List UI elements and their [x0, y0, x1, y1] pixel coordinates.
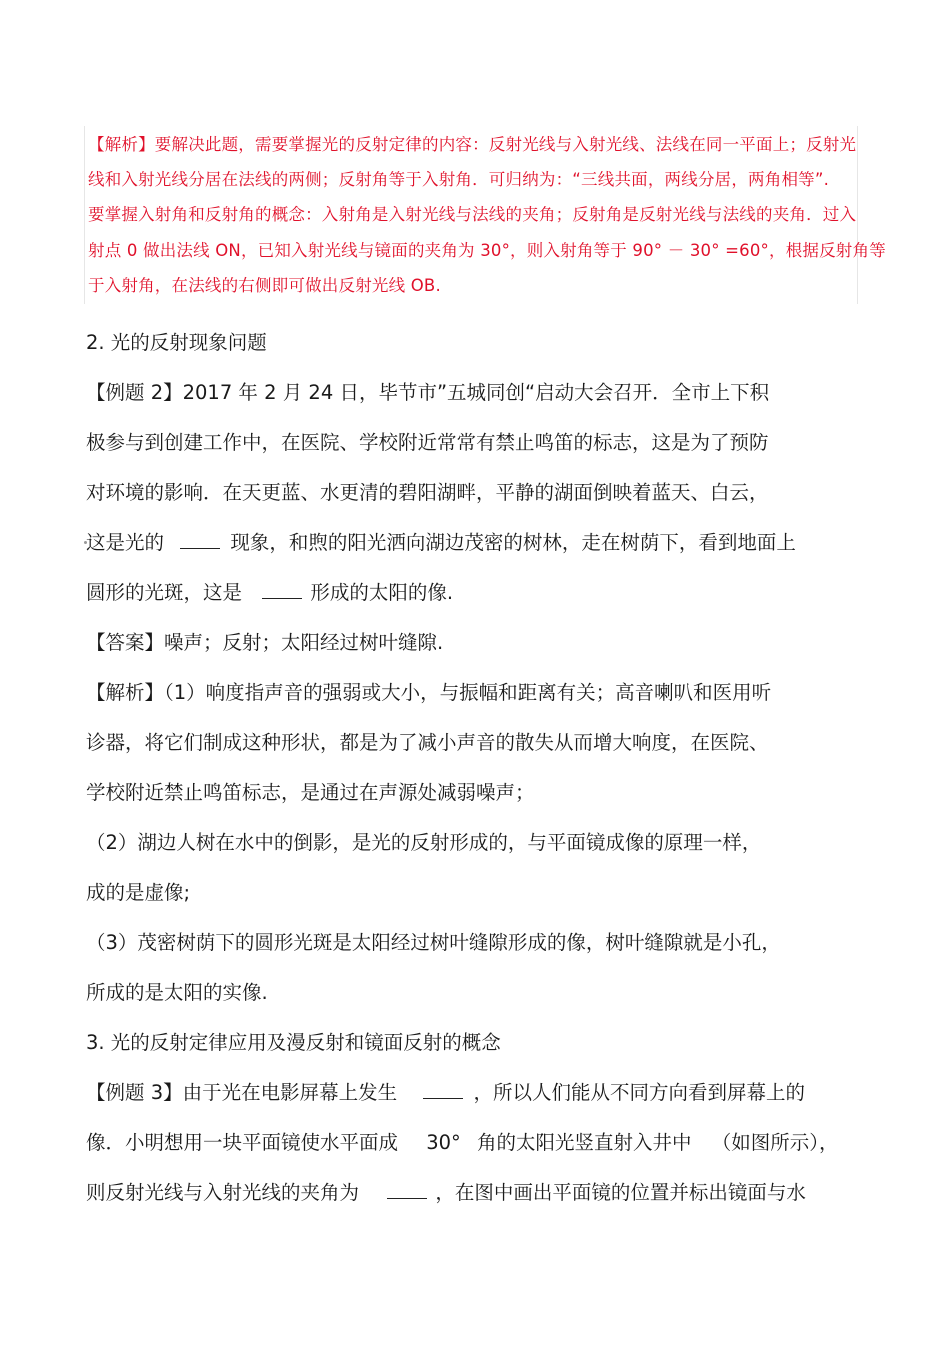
example-text-part: ，在图中画出平面镜的位置并标出镜面与水 [435, 1181, 806, 1204]
example-text-part: （如图所示）， [711, 1131, 839, 1154]
example-text-part: 角的太阳光竖直射入井中 [477, 1131, 692, 1154]
example-text: 极参与到创建工作中，在医院、学校附近常常有禁止鸣笛的标志，这是为了预防 [86, 431, 769, 454]
analysis-text: 成的是虚像; [86, 881, 191, 904]
analysis-text: （3）茂密树荫下的圆形光斑是太阳经过树叶缝隙形成的像，树叶缝隙就是小孔， [86, 931, 781, 954]
example-text [86, 1077, 805, 1105]
example-text [86, 527, 796, 555]
analysis-text: 诊器，将它们制成这种形状，都是为了减小声音的散失从而增大响度，在医院、 [86, 731, 769, 754]
answer-text: 【答案】噪声；反射；太阳经过树叶缝隙. [86, 631, 444, 654]
example-text [86, 1177, 806, 1205]
analysis-text: 学校附近禁止鸣笛标志，是通过在声源处减弱噪声； [86, 781, 535, 804]
section-heading: 3. 光的反射定律应用及漫反射和镜面反射的概念 [86, 1031, 501, 1054]
example-text-part: 【例题 3】由于光在电影屏幕上发生 [86, 1081, 398, 1104]
example-text-part: 现象，和煦的阳光洒向湖边茂密的树林，走在树荫下，看到地面上 [230, 531, 796, 554]
analysis-box-line: 线和入射光线分居在法线的两侧；反射角等于入射角．可归纳为：“三线共面，两线分居，两角相等”. [88, 170, 830, 189]
analysis-box-line: 要掌握入射角和反射角的概念：入射角是入射光线与法线的夹角；反射角是反射光线与法线的夹角．过入 [88, 205, 857, 224]
example-text-part: 则反射光线与入射光线的夹角为 [86, 1181, 360, 1204]
analysis-text: （2）湖边人树在水中的倒影，是光的反射形成的，与平面镜成像的原理一样， [86, 831, 762, 854]
example-text-part: ，所以人们能从不同方向看到屏幕上的 [473, 1081, 806, 1104]
example-text: 【例题 2】2017 年 2 月 24 日，毕节市”五城同创“启动大会召开．全市上下积 [86, 381, 770, 404]
example-text-part: 像．小明想用一块平面镜使水平面成 [86, 1131, 399, 1154]
fill-blank [423, 1080, 463, 1099]
analysis-text: 所成的是太阳的实像. [86, 981, 268, 1004]
example-text-part: 这是光的 [86, 531, 165, 554]
fill-blank [180, 530, 220, 549]
section-heading: 2. 光的反射现象问题 [86, 331, 267, 354]
fill-blank [387, 1180, 427, 1199]
example-text [86, 577, 453, 605]
angle-value: 30° [426, 1131, 461, 1154]
example-text: 对环境的影响．在天更蓝、水更清的碧阳湖畔，平静的湖面倒映着蓝天、白云， [86, 481, 769, 504]
example-text-part: 形成的太阳的像. [310, 581, 454, 604]
example-text [86, 1127, 838, 1155]
analysis-box-line: 于入射角，在法线的右侧即可做出反射光线 OB. [88, 276, 441, 295]
analysis-text: 【解析】（1）响度指声音的强弱或大小，与振幅和距离有关；高音喇叭和医用听 [86, 681, 772, 704]
example-text-part: 圆形的光斑，这是 [86, 581, 243, 604]
fill-blank [262, 580, 302, 599]
analysis-box-line: 【解析】要解决此题，需要掌握光的反射定律的内容：反射光线与入射光线、法线在同一平面上；反射光 [88, 135, 857, 154]
analysis-box-line: 射点 0 做出法线 ON，已知入射光线与镜面的夹角为 30°，则入射角等于 90° － 30° =60°，根据反射角等 [88, 241, 886, 260]
